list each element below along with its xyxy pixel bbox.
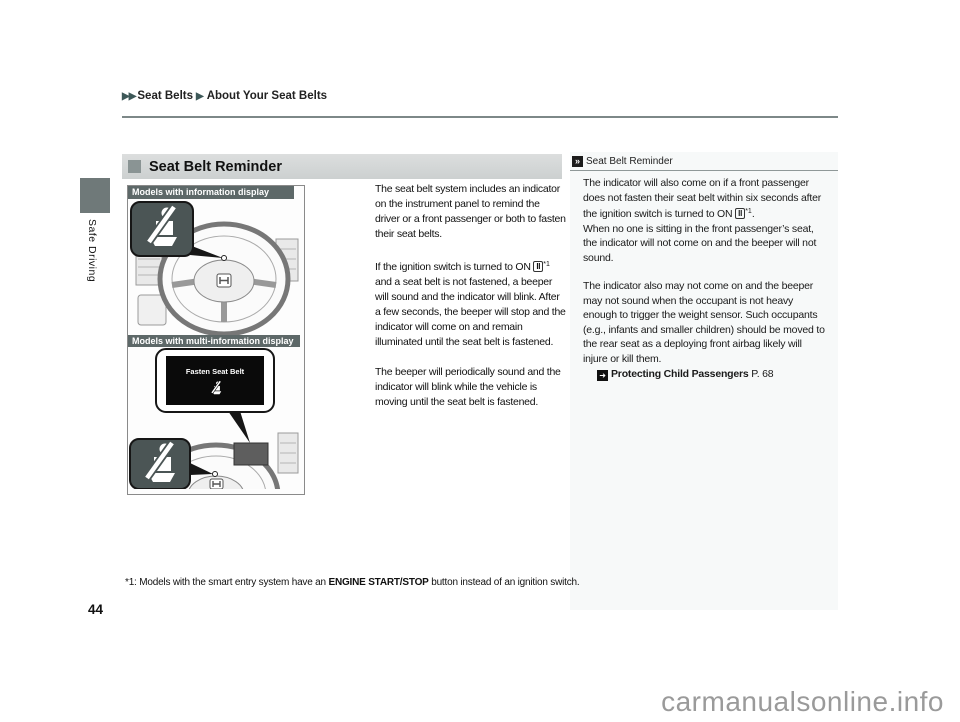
footnote-ref: *1: bbox=[125, 577, 140, 588]
steering-wheel-illustration-1 bbox=[128, 199, 304, 335]
section-title: Seat Belt Reminder bbox=[149, 158, 282, 175]
ignition-on-icon: II bbox=[533, 261, 543, 272]
info-icon: » bbox=[572, 156, 583, 167]
breadcrumb bbox=[122, 90, 327, 102]
section-heading bbox=[122, 154, 562, 179]
sidebar-paragraph-1 bbox=[583, 176, 826, 222]
main-text-column bbox=[375, 182, 567, 425]
sidebar-header-title: Seat Belt Reminder bbox=[586, 156, 673, 167]
header-divider bbox=[122, 116, 838, 118]
paragraph-2-post: and a seat belt is not fastened, a beeper will sound and the indicator will blink. After a few seconds, the beeper will stop and the indicator will come on and remain illuminated until the seat belt is fastened. bbox=[375, 276, 566, 348]
paragraph-2-pre: If the ignition switch is turned to ON bbox=[375, 261, 534, 273]
chapter-tab-label: Safe Driving bbox=[86, 219, 98, 283]
sidebar-paragraph-1-pre: The indicator will also come on if a front passenger does not fasten their seat belt within six seconds after the ignition switch is turned to ON bbox=[583, 177, 822, 220]
footnote-text-pre: Models with the smart entry system have an bbox=[139, 577, 329, 588]
paragraph-1: The seat belt system includes an indicator on the instrument panel to remind the driver or a front passenger or both to fasten their seat belts. bbox=[375, 183, 566, 240]
figure-label-multi-info-display: Models with multi-information display bbox=[128, 335, 300, 348]
paragraph-3: The beeper will periodically sound and the indicator will blink while the vehicle is moving until the seat belt is fastened. bbox=[375, 366, 561, 408]
display-message: Fasten Seat Belt bbox=[185, 367, 245, 376]
footnote-bold: ENGINE START/STOP bbox=[328, 577, 429, 588]
figure-label-info-display: Models with information display bbox=[128, 186, 294, 199]
chapter-tab-marker bbox=[80, 178, 110, 213]
sidebar-notes bbox=[570, 152, 838, 610]
sidebar-paragraph-1-post: . bbox=[751, 208, 755, 220]
sidebar-paragraph-2: The indicator also may not come on and the beeper may not sound when the occupant is not heavy enough to trigger the weight sensor. Such occupants (e.g., infants and smaller children) should be moved to the rear seat as a deploying front airbag likely will injure or kill them. bbox=[583, 280, 825, 365]
footnote bbox=[125, 576, 595, 591]
breadcrumb-section: Seat Belts bbox=[137, 90, 193, 102]
section-bullet-icon bbox=[128, 160, 141, 173]
steering-wheel-illustration-2 bbox=[128, 347, 304, 489]
figure-block bbox=[127, 185, 305, 495]
sidebar-body bbox=[570, 171, 838, 382]
reference-label[interactable]: Protecting Child Passengers bbox=[611, 368, 749, 380]
paragraph-2 bbox=[375, 257, 567, 350]
ignition-on-icon: II bbox=[735, 208, 745, 219]
footnote-text-post: button instead of an ignition switch. bbox=[428, 577, 580, 588]
reference-arrow-icon: ➜ bbox=[597, 370, 608, 381]
sidebar-paragraph-1b: When no one is sitting in the front passenger’s seat, the indicator will not come on and the beeper will not sound. bbox=[583, 222, 817, 264]
footnote-ref-mark: *1 bbox=[543, 261, 550, 268]
breadcrumb-subsection: About Your Seat Belts bbox=[206, 90, 328, 102]
footnote-ref-mark: *1 bbox=[745, 208, 752, 215]
reference-page[interactable]: P. 68 bbox=[751, 368, 774, 380]
breadcrumb-arrows-icon: ▶▶ bbox=[122, 91, 136, 102]
breadcrumb-separator-icon: ▶ bbox=[196, 91, 204, 102]
cross-reference[interactable] bbox=[583, 367, 826, 382]
page-number: 44 bbox=[88, 602, 104, 617]
sidebar-header bbox=[570, 152, 838, 171]
watermark: carmanualsonline.info bbox=[661, 686, 944, 717]
